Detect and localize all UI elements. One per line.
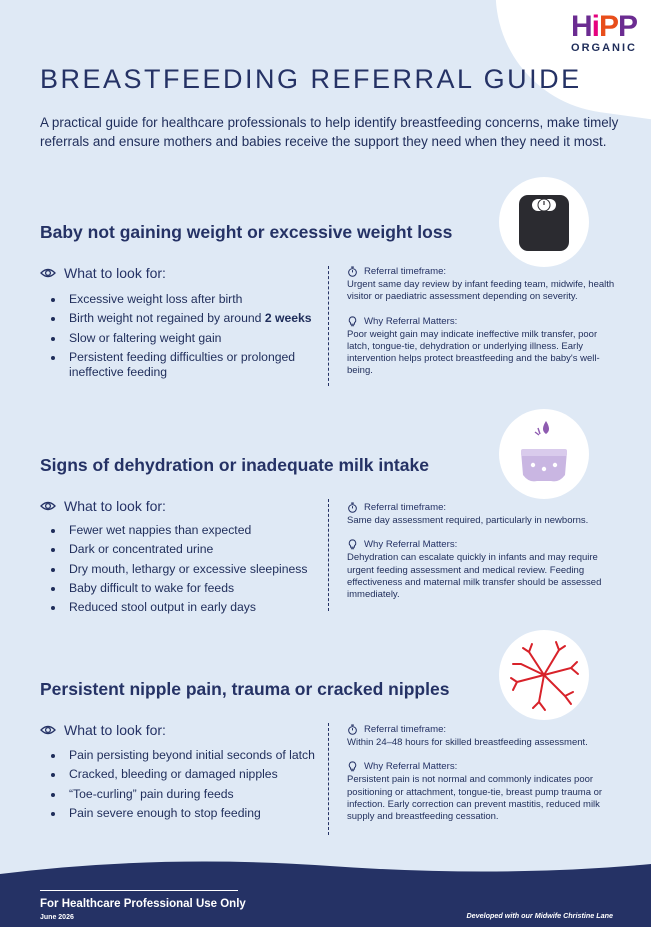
look-for-list [50,292,320,385]
list-item: Pain severe enough to stop feeding [50,806,320,822]
why-heading: Why Referral Matters: [347,539,617,550]
footer-date: June 2026 [40,914,74,921]
section-title: Persistent nipple pain, trauma or cracked nipples [40,679,450,699]
list-item: Birth weight not regained by around 2 weeks [50,311,320,327]
why-heading: Why Referral Matters: [347,316,617,327]
list-item: Reduced stool output in early days [50,600,320,616]
list-item: Slow or faltering weight gain [50,331,320,347]
column-divider [328,723,329,835]
eye-icon [40,500,56,512]
timeframe-text: Urgent same day review by infant feeding team, midwife, health visitor or paediatric assessment depending on severity. [347,279,615,303]
timeframe-heading: Referral timeframe: [347,724,617,735]
pain-crack-icon [499,630,589,720]
eye-icon [40,267,56,279]
why-text: Poor weight gain may indicate ineffective milk transfer, poor latch, tongue-tie, dehydration or underlying illness. Early intervention helps protect breastfeeding and the baby's well-being. [347,328,600,377]
list-item: Dry mouth, lethargy or excessive sleepiness [50,562,320,578]
footer-divider [40,890,238,891]
timeframe-heading: Referral timeframe: [347,266,617,277]
stopwatch-icon [347,724,358,735]
referral-info [347,724,617,835]
page-title: BREASTFEEDING REFERRAL GUIDE [40,64,582,94]
list-item: “Toe-curling” pain during feeds [50,787,320,803]
look-for-list [50,523,320,619]
list-item: Baby difficult to wake for feeds [50,581,320,597]
list-item: Pain persisting beyond initial seconds of latch [50,748,320,764]
intro-text: A practical guide for healthcare professionals to help identify breastfeeding concerns, make timely referrals and ensure mothers and babies receive the support they need when they need it most. [40,115,619,149]
stopwatch-icon [347,266,358,277]
look-for-heading: What to look for: [40,722,166,738]
list-item: Dark or concentrated urine [50,542,320,558]
lightbulb-icon [347,761,358,772]
stopwatch-icon [347,502,358,513]
list-item: Persistent feeding difficulties or prolonged ineffective feeding [50,350,320,381]
column-divider [328,266,329,386]
list-item: Cracked, bleeding or damaged nipples [50,767,320,783]
footer-credit: Developed with our Midwife Christine Lane [466,911,613,920]
lightbulb-icon [347,316,358,327]
why-text: Dehydration can escalate quickly in infants and may require urgent feeding assessment and medical review. Feeding effectiveness and maternal milk transfer should be assessed immediately. [347,552,602,601]
lightbulb-icon [347,539,358,550]
column-divider [328,499,329,611]
hipp-organic-logo [553,12,637,62]
look-for-heading: What to look for: [40,498,166,514]
weighing-scale-icon [499,177,589,267]
footer-label: For Healthcare Professional Use Only [40,898,246,910]
referral-info [347,502,617,613]
why-text: Persistent pain is not normal and commonly indicates poor positioning or attachment, tongue-tie, breast pump trauma or infection. Early correction can prevent mastitis, reduced milk supply and breastfeeding cessation. [347,774,603,823]
eye-icon [40,724,56,736]
why-heading: Why Referral Matters: [347,761,617,772]
nappy-icon [499,409,589,499]
timeframe-heading: Referral timeframe: [347,502,617,513]
look-for-list [50,748,320,825]
list-item: Fewer wet nappies than expected [50,523,320,539]
list-item: Excessive weight loss after birth [50,292,320,308]
logo-wordmark: HiPP [570,10,637,43]
section-title: Baby not gaining weight or excessive weight loss [40,222,453,242]
referral-info [347,266,617,390]
look-for-heading: What to look for: [40,265,166,281]
timeframe-text: Same day assessment required, particularly in newborns. [347,515,589,526]
logo-subtitle: ORGANIC [571,42,637,54]
timeframe-text: Within 24–48 hours for skilled breastfeeding assessment. [347,737,588,748]
section-title: Signs of dehydration or inadequate milk intake [40,455,429,475]
